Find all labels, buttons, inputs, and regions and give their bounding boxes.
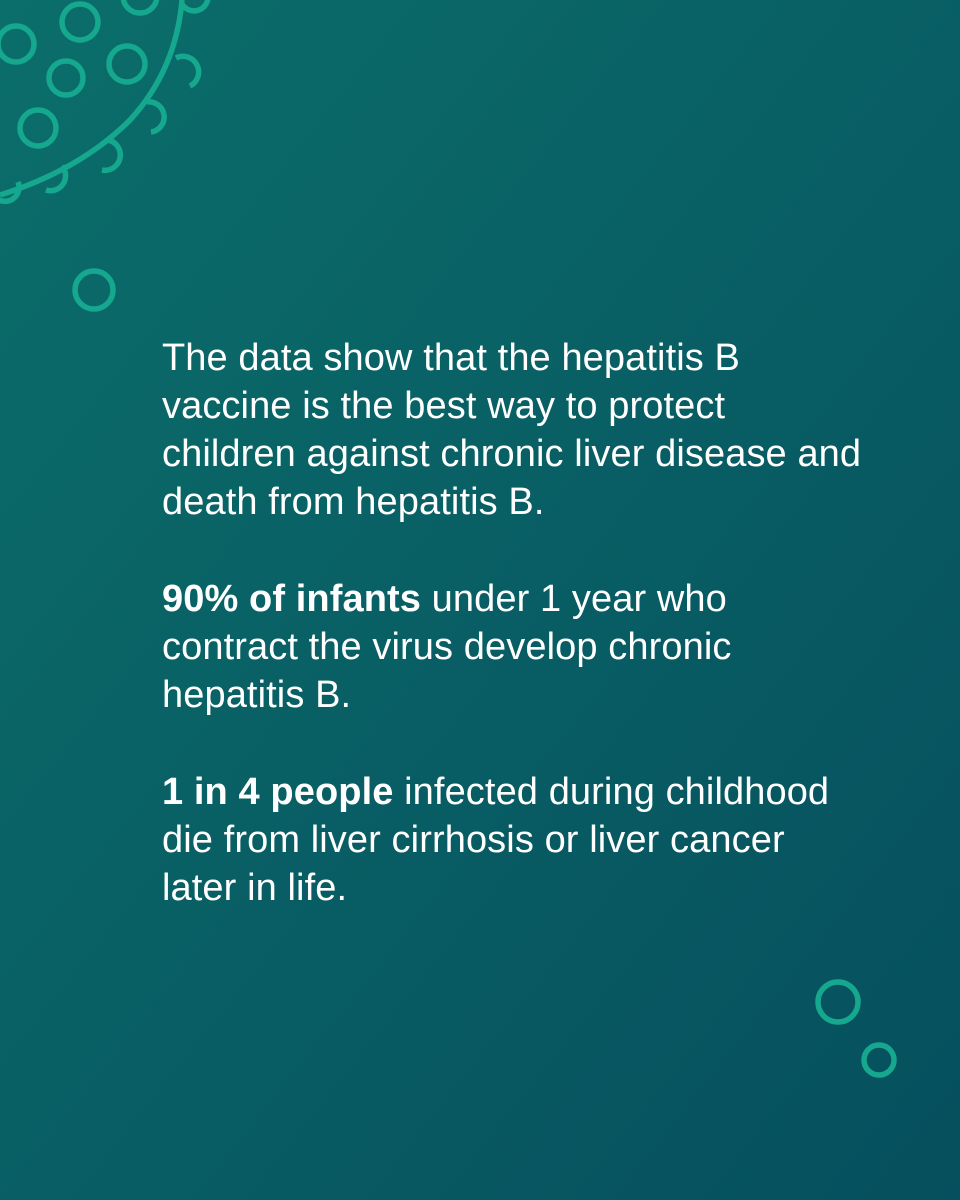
infants-stat-paragraph <box>162 575 862 719</box>
childhood-stat-paragraph <box>162 768 862 912</box>
childhood-stat-text: infected during childhood die from liver cirrhosis or liver cancer later in life. <box>162 771 830 909</box>
vaccine-text: The data show that the hepatitis B vaccine is the best way to protect children against chronic liver disease and death from hepatitis B. <box>162 337 862 523</box>
body-copy <box>162 334 862 912</box>
infants-stat-text: under 1 year who contract the virus develop chronic hepatitis B. <box>162 578 732 716</box>
infants-stat-highlight: 90% of infants <box>162 578 421 620</box>
childhood-stat-highlight: 1 in 4 people <box>162 771 394 813</box>
vaccine-paragraph <box>162 334 862 526</box>
